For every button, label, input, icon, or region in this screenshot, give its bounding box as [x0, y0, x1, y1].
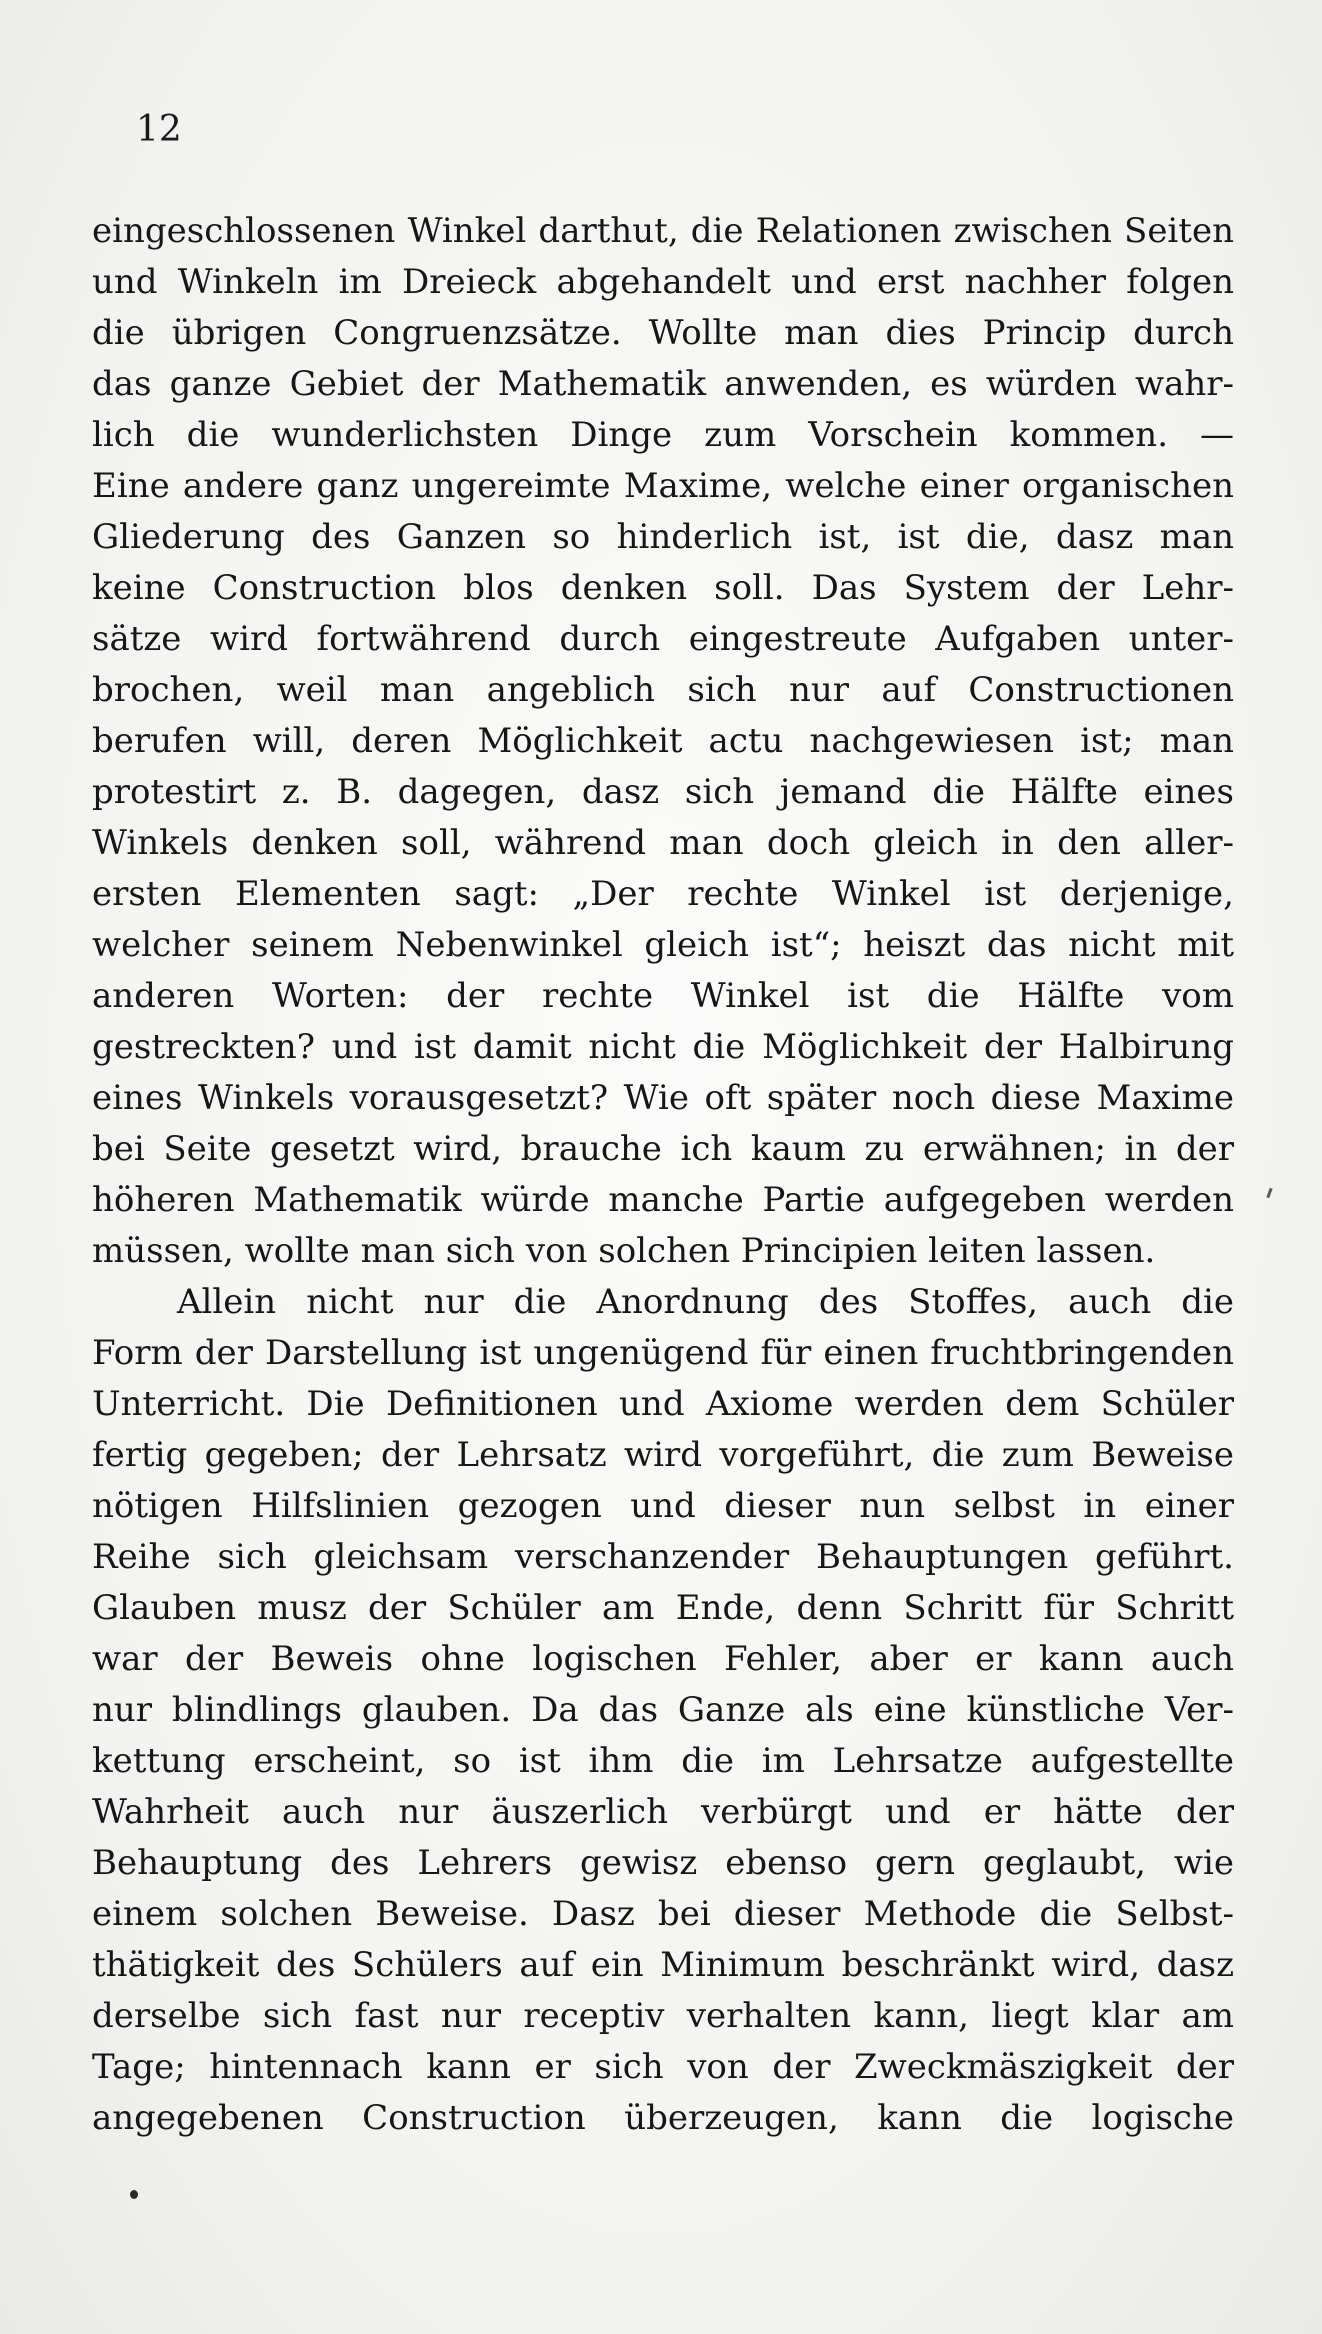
text-line: protestirt z. B. dagegen, dasz sich jemand die Hälfte eines [92, 772, 1234, 812]
text-line: höheren Mathematik würde manche Partie aufgegeben werden [92, 1180, 1234, 1220]
text-line: bei Seite gesetzt wird, brauche ich kaum zu erwähnen; in der [92, 1129, 1234, 1169]
text-line: ersten Elementen sagt: „Der rechte Winkel ist derjenige, [92, 874, 1234, 914]
text-line: eines Winkels vorausgesetzt? Wie oft später noch diese Maxime [92, 1078, 1234, 1118]
text-line: sätze wird fortwährend durch eingestreute Aufgaben unter- [92, 619, 1234, 659]
text-line: gestreckten? und ist damit nicht die Möglichkeit der Halbirung [92, 1027, 1234, 1067]
text-line: nur blindlings glauben. Da das Ganze als eine künstliche Ver- [92, 1690, 1234, 1730]
text-line: Form der Darstellung ist ungenügend für einen fruchtbringenden [92, 1333, 1234, 1373]
text-line: einem solchen Beweise. Dasz bei dieser Methode die Selbst- [92, 1894, 1234, 1934]
text-line: keine Construction blos denken soll. Das System der Lehr- [92, 568, 1234, 608]
text-line: angegebenen Construction überzeugen, kann die logische [92, 2098, 1234, 2138]
text-line: und Winkeln im Dreieck abgehandelt und erst nachher folgen [92, 262, 1234, 302]
text-line: Behauptung des Lehrers gewisz ebenso gern geglaubt, wie [92, 1843, 1234, 1883]
text-line: berufen will, deren Möglichkeit actu nachgewiesen ist; man [92, 721, 1234, 761]
text-line: Wahrheit auch nur äuszerlich verbürgt und er hätte der [92, 1792, 1234, 1832]
text-line: Tage; hintennach kann er sich von der Zweckmäszigkeit der [92, 2047, 1234, 2087]
text-line: die übrigen Congruenzsätze. Wollte man dies Princip durch [92, 313, 1234, 353]
text-line: nötigen Hilfslinien gezogen und dieser nun selbst in einer [92, 1486, 1234, 1526]
text-line: Eine andere ganz ungereimte Maxime, welche einer organischen [92, 466, 1234, 506]
text-line: lich die wunderlichsten Dinge zum Vorschein kommen. — [92, 415, 1234, 455]
text-line: welcher seinem Nebenwinkel gleich ist“; heiszt das nicht mit [92, 925, 1234, 965]
text-line: kettung erscheint, so ist ihm die im Lehrsatze aufgestellte [92, 1741, 1234, 1781]
text-line: Glauben musz der Schüler am Ende, denn Schritt für Schritt [92, 1588, 1234, 1628]
text-line-paragraph-end: müssen, wollte man sich von solchen Principien leiten lassen. [92, 1231, 1156, 1271]
text-line: eingeschlossenen Winkel darthut, die Relationen zwischen Seiten [92, 211, 1234, 251]
ink-speck [130, 2190, 138, 2199]
text-line: fertig gegeben; der Lehrsatz wird vorgeführt, die zum Beweise [92, 1435, 1234, 1475]
text-line: Reihe sich gleichsam verschanzender Behauptungen geführt. [92, 1537, 1234, 1577]
text-line: Unterricht. Die Definitionen und Axiome werden dem Schüler [92, 1384, 1234, 1424]
text-line: brochen, weil man angeblich sich nur auf Constructionen [92, 670, 1234, 710]
text-line: anderen Worten: der rechte Winkel ist die Hälfte vom [92, 976, 1234, 1016]
text-line: derselbe sich fast nur receptiv verhalten kann, liegt klar am [92, 1996, 1234, 2036]
text-line: war der Beweis ohne logischen Fehler, aber er kann auch [92, 1639, 1234, 1679]
text-line: Gliederung des Ganzen so hinderlich ist, ist die, dasz man [92, 517, 1234, 557]
text-line: Winkels denken soll, während man doch gleich in den aller- [92, 823, 1234, 863]
text-line: thätigkeit des Schülers auf ein Minimum beschränkt wird, dasz [92, 1945, 1234, 1985]
page-number: 12 [136, 109, 182, 150]
text-line: das ganze Gebiet der Mathematik anwenden, es würden wahr- [92, 364, 1234, 404]
text-line-paragraph-start: Allein nicht nur die Anordnung des Stoffes, auch die [177, 1282, 1234, 1322]
body-text [92, 206, 1234, 2144]
ink-mark [1266, 1188, 1272, 1198]
